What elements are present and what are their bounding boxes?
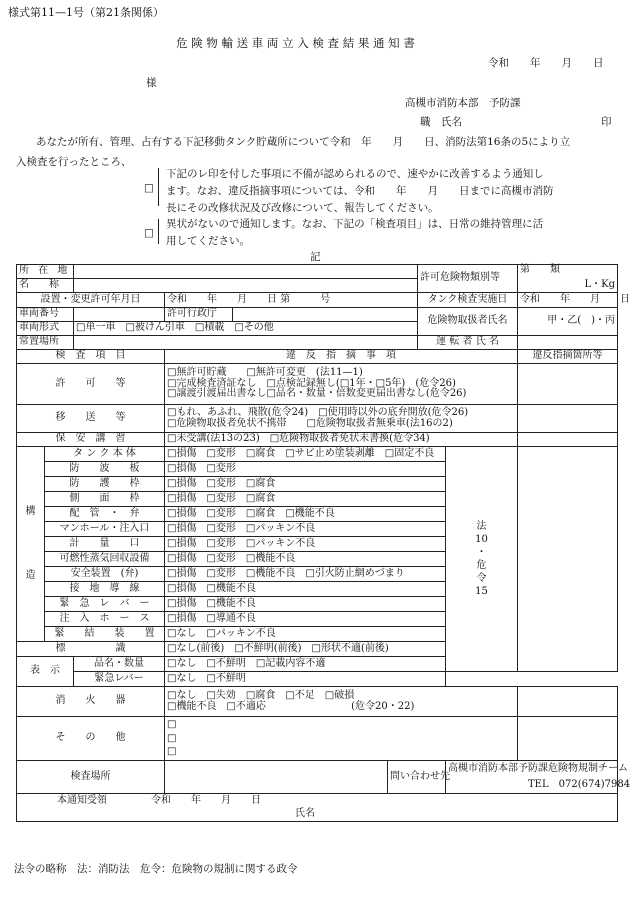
vehicle-number-field[interactable] <box>74 308 165 322</box>
permit-item-label: 許 可 等 <box>17 364 165 405</box>
structure-row-label: 接 地 導 線 <box>45 582 165 597</box>
permit-check-line: □完成検査済証なし □点検記録無し(□1年・□5年) (危令26) <box>167 377 456 389</box>
display-row-label: 品名・数量 <box>74 657 165 672</box>
other-item-label: そ の 他 <box>17 717 165 761</box>
intro-line-2: 入検査を行ったところ、 <box>16 156 132 168</box>
tank-inspection-field[interactable]: 令和 年 月 日 <box>518 293 618 308</box>
col-header-item: 検 査 項 目 <box>17 350 165 364</box>
permit-check-line: □無許可貯蔵 □無許可変更 (法11—1) <box>167 367 363 379</box>
handler-field[interactable]: 甲・乙( )・丙 <box>518 308 618 336</box>
permit-item-checks[interactable] <box>165 364 518 405</box>
recipient-suffix: 様 <box>146 77 157 89</box>
permit-office-field[interactable] <box>233 308 418 322</box>
transport-item-label: 移 送 等 <box>17 405 165 433</box>
receipt-date: 令和 年 月 日 <box>151 795 261 806</box>
receipt-name-label: 氏名 <box>295 808 315 819</box>
option-b-checkbox[interactable]: □ <box>144 227 154 239</box>
safety-item-label: 保 安 講 習 <box>17 433 165 447</box>
parking-label: 常置場所 <box>17 336 74 350</box>
issue-date: 令和 年 月 日 <box>488 57 604 69</box>
article-char: 15 <box>475 586 488 597</box>
receipt-section[interactable] <box>17 794 618 822</box>
structure-vertical-label <box>17 447 45 642</box>
driver-field[interactable] <box>518 336 618 350</box>
structure-row-checks[interactable]: □損傷 □変形 □機能不良 <box>165 552 446 567</box>
permit-date-label: 設置・変更許可年月日 <box>17 293 165 308</box>
extinguisher-item-checks[interactable] <box>165 687 518 717</box>
intro-line-1: あなたが所有、管理、占有する下記移動タンク貯蔵所について令和 年 月 日、消防法第16条の5により立 <box>36 136 571 148</box>
hazard-class: 第 類 <box>520 264 561 275</box>
other-checkbox[interactable]: □ <box>167 719 177 731</box>
col-header-violation: 違 反 指 摘 事 項 <box>165 350 518 364</box>
transport-check-line: □もれ、あふれ、飛散(危令24) □使用時以外の底弁開放(危令26) <box>167 407 469 418</box>
extinguisher-line-2: □機能不良 □不適応 <box>167 700 266 712</box>
sign-item-checks[interactable]: □なし(前後) □不鮮明(前後) □形状不適(前後) <box>165 642 446 657</box>
sender-department: 高槻市消防本部 予防課 <box>405 97 521 109</box>
option-b-line-2: 用してください。 <box>166 235 250 247</box>
contact-name: 高槻市消防本部予防課危険物規制チーム <box>448 763 629 774</box>
structure-row-label: 配 管 ・ 弁 <box>45 507 165 522</box>
parking-field[interactable] <box>74 336 418 350</box>
contact-label: 問い合わせ先 <box>388 761 446 794</box>
structure-row-label: 防 波 板 <box>45 462 165 477</box>
permit-article-field[interactable] <box>518 364 618 405</box>
structure-row-label: 防 護 枠 <box>45 477 165 492</box>
vehicle-type-options[interactable]: □単一車 □被けん引車 □積載 □その他 <box>74 322 418 336</box>
vehicle-type-label: 車両形式 <box>17 322 74 336</box>
option-b-line-1: 異状がないので通知します。なお、下記の「検査項目」は、日常の維持管理に活 <box>166 218 544 230</box>
location-label: 所 在 地 <box>17 265 74 279</box>
display-row-checks[interactable]: □なし □不鮮明 <box>165 672 446 687</box>
other-article-field[interactable] <box>518 717 618 761</box>
extinguisher-article-field[interactable] <box>518 687 618 717</box>
driver-label: 運 転 者 氏 名 <box>418 336 518 350</box>
permit-check-line: □譲渡引渡届出書なし□品名・数量・倍数変更届出書なし(危令26) <box>167 388 467 400</box>
transport-check-line: □危険物取扱者免状不携帯 □危険物取扱者無乗車(法16の2) <box>167 417 453 429</box>
other-checkbox[interactable]: □ <box>167 732 177 744</box>
display-row-label: 緊急レバー <box>74 672 165 687</box>
structure-row-label: マンホール・注入口 <box>45 522 165 537</box>
structure-row-label: 緊 急 レ バ ー <box>45 597 165 612</box>
structure-row-checks[interactable]: □損傷 □変形 □パッキン不良 <box>165 522 446 537</box>
receipt-label: 本通知受領 <box>57 795 107 806</box>
display-row-checks[interactable]: □なし □不鮮明 □記載内容不適 <box>165 657 446 672</box>
option-b-bracket <box>158 219 164 244</box>
option-a-line-3: 長にその改修状況及び改修について、報告してください。 <box>166 202 439 214</box>
structure-row-checks[interactable]: □損傷 □変形 □腐食 □サビ止め塗装剥離 □固定不良 <box>165 447 446 462</box>
contact-tel: TEL 072(674)7984 <box>528 779 630 790</box>
permit-date-field[interactable]: 令和 年 月 日 第 号 <box>165 293 418 308</box>
structure-row-checks[interactable]: □損傷 □変形 □腐食 <box>165 477 446 492</box>
abbreviation-note: 法令の略称 法：消防法 危令：危険物の規制に関する政令 <box>14 863 298 875</box>
safety-article-field[interactable] <box>518 433 618 447</box>
article-char: 危 <box>476 560 487 571</box>
transport-article-field[interactable] <box>518 405 618 433</box>
structure-row-label: 側 面 枠 <box>45 492 165 507</box>
extinguisher-item-label: 消 火 器 <box>17 687 165 717</box>
option-a-checkbox[interactable]: □ <box>144 182 154 194</box>
inspection-place-label: 検査場所 <box>17 761 165 794</box>
hazard-unit: L・Kg <box>584 278 616 290</box>
structure-row-checks[interactable]: □損傷 □変形 □腐食 <box>165 492 446 507</box>
inspection-place-field[interactable] <box>165 761 388 794</box>
structure-row-label: 安全装置 (弁) <box>45 567 165 582</box>
name-field[interactable] <box>74 279 418 293</box>
structure-row-checks[interactable]: □損傷 □機能不良 <box>165 582 446 597</box>
structure-row-label: 計 量 口 <box>45 537 165 552</box>
seal-mark: 印 <box>601 116 612 128</box>
structure-row-checks[interactable]: □損傷 □変形 □機能不良 □引火防止網めづまり <box>165 567 446 582</box>
article-char: 令 <box>476 573 487 584</box>
option-a-line-2: ます。なお、違反指摘事項については、令和 年 月 日までに高槻市消防 <box>166 185 554 197</box>
structure-article-field[interactable] <box>518 447 618 672</box>
structure-row-checks[interactable]: □損傷 □変形 □腐食 □機能不良 <box>165 507 446 522</box>
contact-info <box>446 761 630 794</box>
structure-row-checks[interactable]: □損傷 □変形 <box>165 462 446 477</box>
structure-char: 造 <box>25 570 36 581</box>
vehicle-number-label: 車両番号 <box>17 308 74 322</box>
form-number: 様式第11—1号（第21条関係） <box>8 6 164 19</box>
safety-item-checks[interactable]: □未受講(法13の23) □危険物取扱者免状未書換(危令34) <box>165 433 518 447</box>
handler-label: 危険物取扱者氏名 <box>418 308 518 336</box>
tank-inspection-label: タンク検査実施日 <box>418 293 518 308</box>
structure-row-label: 可燃性蒸気回収設備 <box>45 552 165 567</box>
permit-office-label: 許可行政庁 <box>165 308 233 322</box>
name-label: 名 称 <box>17 279 74 293</box>
option-a-line-1: 下記のレ印を付した事項に不備が認められるので、速やかに改善するよう通知し <box>166 168 544 180</box>
option-a-bracket <box>158 168 164 206</box>
hazard-type-field[interactable] <box>518 265 618 293</box>
display-item-label: 表 示 <box>17 657 74 687</box>
ki-heading: 記 <box>310 251 321 263</box>
transport-item-checks[interactable] <box>165 405 518 433</box>
structure-article-ref <box>446 447 518 672</box>
structure-row-label: タ ン ク 本 体 <box>45 447 165 462</box>
extinguisher-check-line: □なし □失効 □腐食 □不足 □破損 <box>167 690 355 701</box>
structure-row-label: 緊 結 装 置 <box>45 627 165 642</box>
document-title: 危 険 物 輸 送 車 両 立 入 検 査 結 果 通 知 書 <box>176 36 415 50</box>
sender-name-label: 職 氏名 <box>420 116 462 128</box>
hazard-type-label: 許可危険物類別等 <box>418 265 518 293</box>
col-header-article: 違反指摘箇所等 <box>518 350 618 364</box>
article-char: 法 <box>476 521 487 532</box>
structure-row-checks[interactable]: □なし □パッキン不良 <box>165 627 446 642</box>
structure-row-checks[interactable]: □損傷 □機能不良 <box>165 597 446 612</box>
sign-item-label: 標 識 <box>17 642 165 657</box>
structure-row-checks[interactable]: □損傷 □変形 □パッキン不良 <box>165 537 446 552</box>
other-checkbox[interactable]: □ <box>167 746 177 758</box>
article-char: 10 <box>475 534 488 545</box>
location-field[interactable] <box>74 265 418 279</box>
structure-char: 構 <box>25 506 36 517</box>
article-char: ・ <box>476 547 487 558</box>
structure-row-label: 注 入 ホ ー ス <box>45 612 165 627</box>
extinguisher-check-line <box>167 702 515 713</box>
structure-row-checks[interactable]: □損傷 □導通不良 <box>165 612 446 627</box>
extinguisher-ref: (危令20・22) <box>351 700 415 712</box>
other-item-checks[interactable] <box>165 717 518 761</box>
inspection-table <box>16 264 630 822</box>
